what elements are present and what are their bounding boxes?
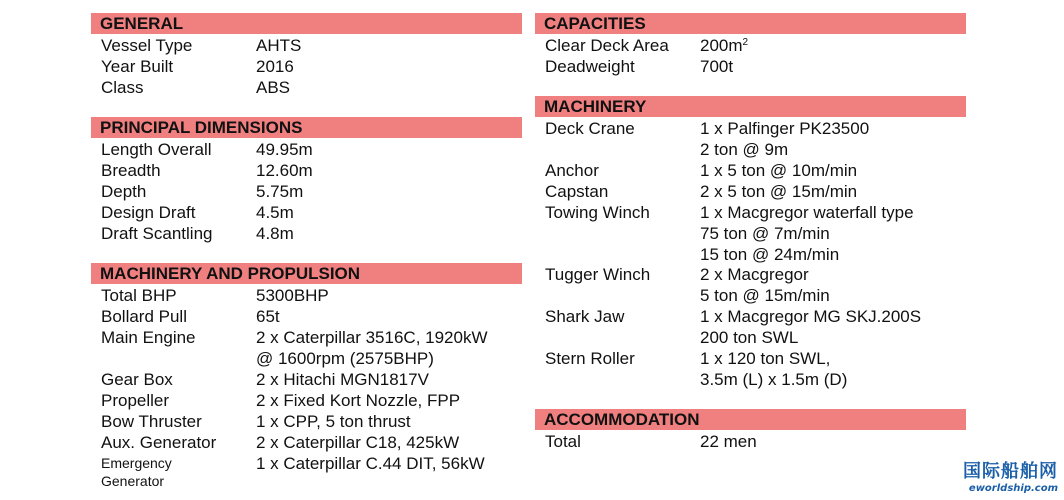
spec-value: 1 x 120 ton SWL, bbox=[700, 349, 831, 368]
section-header: MACHINERY bbox=[535, 96, 966, 117]
spec-value: 2 x Caterpillar 3516C, 1920kW bbox=[256, 328, 488, 347]
section-header: CAPACITIES bbox=[535, 13, 966, 34]
spec-value: 2 x Hitachi MGN1817V bbox=[256, 370, 429, 389]
spec-value: AHTS bbox=[256, 36, 302, 55]
spec-label: Shark Jaw bbox=[545, 307, 625, 326]
watermark-en: eworldship.com bbox=[968, 483, 1058, 494]
spec-value: 5.75m bbox=[256, 182, 304, 201]
spec-label: Bow Thruster bbox=[101, 412, 202, 431]
superscript: 2 bbox=[742, 37, 749, 48]
spec-value: 1 x Palfinger PK23500 bbox=[700, 119, 870, 138]
watermark-logo bbox=[963, 457, 1058, 494]
spec-label: Bollard Pull bbox=[101, 307, 187, 326]
spec-label: Depth bbox=[101, 182, 147, 201]
spec-label-line2: Generator bbox=[101, 473, 165, 489]
section-header: MACHINERY AND PROPULSION bbox=[91, 263, 522, 284]
spec-value: 2016 bbox=[256, 57, 294, 76]
spec-value: 1 x Caterpillar C.44 DIT, 56kW bbox=[256, 454, 485, 473]
spec-label: Emergency bbox=[101, 455, 172, 471]
spec-label: Clear Deck Area bbox=[545, 36, 669, 55]
spec-value-line2: 75 ton @ 7m/min bbox=[700, 224, 830, 243]
spec-label: Class bbox=[101, 78, 144, 97]
section-header: GENERAL bbox=[91, 13, 522, 34]
spec-label: Vessel Type bbox=[101, 36, 193, 55]
spec-label: Total BHP bbox=[101, 286, 177, 305]
spec-value: 1 x CPP, 5 ton thrust bbox=[256, 412, 411, 431]
spec-value: 700t bbox=[700, 57, 734, 76]
spec-label: Design Draft bbox=[101, 203, 196, 222]
section-header: PRINCIPAL DIMENSIONS bbox=[91, 117, 522, 138]
spec-label: Capstan bbox=[545, 182, 609, 201]
spec-value-line2: @ 1600rpm (2575BHP) bbox=[256, 349, 434, 368]
spec-value: 1 x 5 ton @ 10m/min bbox=[700, 161, 858, 180]
spec-label: Anchor bbox=[545, 161, 599, 180]
spec-label: Total bbox=[545, 432, 581, 451]
spec-value: 49.95m bbox=[256, 140, 313, 159]
spec-value: 5300BHP bbox=[256, 286, 329, 305]
spec-label: Draft Scantling bbox=[101, 224, 213, 243]
spec-label: Length Overall bbox=[101, 140, 212, 159]
spec-value: 4.8m bbox=[256, 224, 294, 243]
spec-value-text: 200m bbox=[700, 36, 743, 55]
section-header: ACCOMMODATION bbox=[535, 409, 966, 430]
spec-value: 1 x Macgregor waterfall type bbox=[700, 203, 914, 222]
spec-value-line3: 15 ton @ 24m/min bbox=[700, 245, 840, 264]
spec-value: 22 men bbox=[700, 432, 757, 451]
spec-label: Towing Winch bbox=[545, 203, 650, 222]
watermark-cn: 国际船舶网 bbox=[963, 461, 1058, 482]
spec-value-line2: 200 ton SWL bbox=[700, 328, 799, 347]
spec-value: 12.60m bbox=[256, 161, 313, 180]
spec-value: 1 x Macgregor MG SKJ.200S bbox=[700, 307, 922, 326]
spec-value-line2: 3.5m (L) x 1.5m (D) bbox=[700, 370, 848, 389]
spec-value bbox=[700, 35, 748, 56]
spec-value: 2 x Fixed Kort Nozzle, FPP bbox=[256, 391, 461, 410]
spec-value: 2 x Macgregor bbox=[700, 265, 809, 284]
spec-value: 65t bbox=[256, 307, 280, 326]
spec-label: Deck Crane bbox=[545, 119, 635, 138]
spec-value: 4.5m bbox=[256, 203, 294, 222]
spec-value: ABS bbox=[256, 78, 291, 97]
spec-label: Propeller bbox=[101, 391, 170, 410]
spec-value: 2 x 5 ton @ 15m/min bbox=[700, 182, 858, 201]
spec-label: Deadweight bbox=[545, 57, 635, 76]
spec-label: Tugger Winch bbox=[545, 265, 651, 284]
spec-label: Gear Box bbox=[101, 370, 173, 389]
spec-value: 2 x Caterpillar C18, 425kW bbox=[256, 433, 460, 452]
spec-label: Year Built bbox=[101, 57, 174, 76]
spec-label: Main Engine bbox=[101, 328, 196, 347]
spec-label: Breadth bbox=[101, 161, 161, 180]
spec-value-line2: 5 ton @ 15m/min bbox=[700, 286, 830, 305]
spec-label: Stern Roller bbox=[545, 349, 635, 368]
spec-label: Aux. Generator bbox=[101, 433, 217, 452]
spec-value-line2: 2 ton @ 9m bbox=[700, 140, 789, 159]
